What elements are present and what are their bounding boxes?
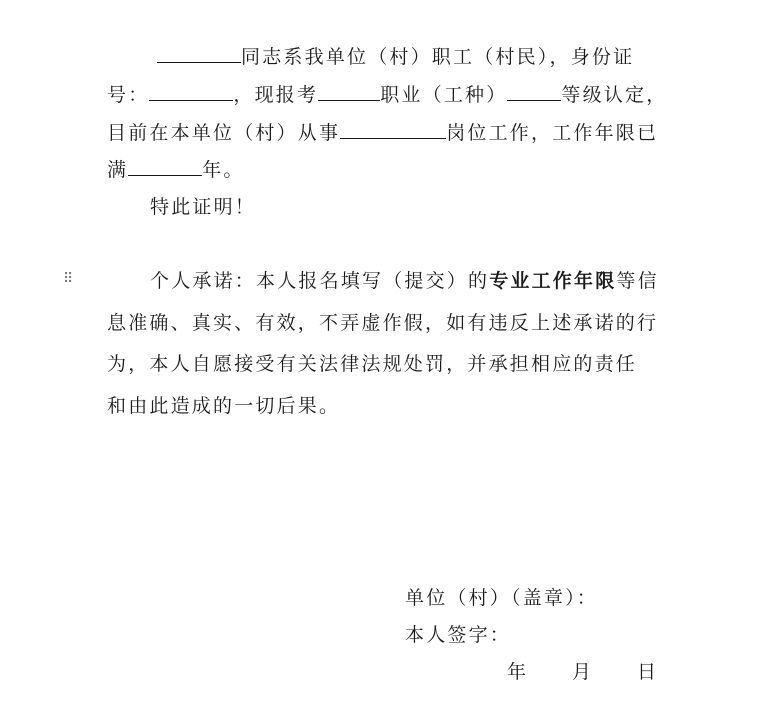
certificate-text: 号： xyxy=(107,84,150,106)
position-blank[interactable] xyxy=(340,120,446,139)
certificate-line-1 xyxy=(107,44,667,70)
signature-label: 本人签字： xyxy=(405,624,512,646)
commitment-bold-text: 专业工作年限 xyxy=(489,270,617,292)
commitment-text: 等信 xyxy=(616,270,659,292)
drag-handle-icon[interactable]: ⠿ xyxy=(63,271,74,287)
certificate-line-4 xyxy=(107,157,667,183)
date-month-label: 月 xyxy=(572,661,594,683)
commitment-line-2: 息准确、真实、有效，不弄虚作假，如有违反上述承诺的行 xyxy=(107,312,659,334)
certificate-text: 等级认定， xyxy=(561,84,668,106)
commitment-line-3: 为，本人自愿接受有关法律法规处罚，并承担相应的责任 xyxy=(107,353,638,375)
id-number-blank[interactable] xyxy=(149,82,233,101)
commitment-line-4: 和由此造成的一切后果。 xyxy=(107,395,341,417)
date-day-label: 日 xyxy=(637,661,659,683)
certificate-text: 目前在本单位（村）从事 xyxy=(107,122,341,144)
unit-seal-label: 单位（村）（盖章）： xyxy=(405,587,599,609)
name-blank[interactable] xyxy=(157,44,241,63)
certificate-text: 岗位工作，工作年限已 xyxy=(446,122,659,144)
certificate-text: ，现报考 xyxy=(233,84,319,106)
certificate-line-3 xyxy=(107,120,667,146)
date-year-label: 年 xyxy=(507,661,529,683)
level-blank[interactable] xyxy=(507,82,561,101)
commitment-line-1 xyxy=(107,268,710,294)
certificate-text: 满 xyxy=(107,159,129,181)
certificate-line-2 xyxy=(107,82,667,108)
years-blank[interactable] xyxy=(128,157,202,176)
certificate-text: 同志系我单位（村）职工（村民），身份证 xyxy=(241,46,635,68)
commitment-text: 个人承诺：本人报名填写（提交）的 xyxy=(150,270,490,292)
certificate-text: 年。 xyxy=(202,159,245,181)
certificate-text: 职业（工种） xyxy=(380,84,508,106)
certificate-closing: 特此证明！ xyxy=(150,196,257,218)
occupation-blank[interactable] xyxy=(318,82,380,101)
